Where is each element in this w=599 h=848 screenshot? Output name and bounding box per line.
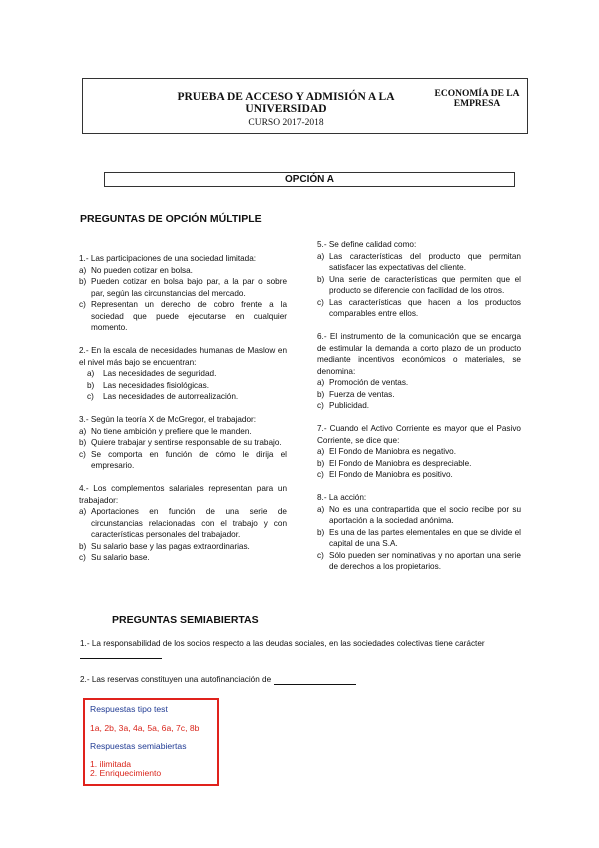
option-label: b) — [79, 277, 87, 286]
option-b — [79, 541, 287, 553]
exam-title — [166, 91, 406, 115]
option-label: a) — [317, 378, 325, 387]
semi-question-1: 1.- La responsabilidad de los socios respecto a las deudas sociales, en las sociedades colectivas tiene carácter — [80, 639, 485, 648]
answer-blank-1 — [80, 658, 162, 659]
option-c — [317, 469, 521, 481]
semi-answer-2: 2. Enriquecimiento — [90, 768, 162, 778]
question-4 — [79, 483, 287, 564]
subject-line1: ECONOMÍA DE LA — [434, 89, 520, 99]
option-c — [79, 391, 287, 403]
question-stem: 5.- Se define calidad como: — [317, 240, 417, 249]
option-label: c) — [87, 392, 94, 401]
option-a — [317, 251, 521, 274]
option-label: c) — [79, 300, 86, 309]
option-text: Una serie de características que permiten que el producto se diferencie con facilidad de los otros. — [329, 274, 521, 295]
option-label: c) — [79, 553, 86, 562]
option-a — [79, 426, 287, 438]
option-label: b) — [79, 541, 87, 551]
multiple-choice-heading: PREGUNTAS DE OPCIÓN MÚLTIPLE — [80, 213, 262, 225]
option-a — [317, 446, 521, 458]
questions-left-column — [79, 253, 287, 575]
option-text: Sólo pueden ser nominativas y no aportan una serie de derechos a los propietarios. — [329, 550, 521, 571]
option-text: El Fondo de Maniobra es positivo. — [329, 470, 453, 479]
option-label: c) — [317, 550, 324, 560]
option-label: a) — [79, 426, 87, 436]
question-1 — [79, 253, 287, 334]
option-c — [79, 299, 287, 334]
option-label: b) — [87, 380, 95, 390]
questions-right-column — [317, 239, 521, 584]
option-c — [317, 550, 521, 573]
answer-blank-2 — [274, 684, 356, 685]
option-label: b) — [317, 389, 325, 399]
option-label: c) — [79, 449, 86, 459]
semi-answers-heading: Respuestas semiabiertas — [90, 741, 187, 751]
option-b — [317, 389, 521, 401]
option-text: Publicidad. — [329, 401, 370, 410]
option-text: Las necesidades fisiológicas. — [103, 380, 210, 390]
semi-open-heading: PREGUNTAS SEMIABIERTAS — [112, 614, 259, 626]
question-7 — [317, 423, 521, 481]
option-text: Aportaciones en función de una serie de circunstancias relacionadas con el trabajo y con características personales del trabajador. — [91, 507, 287, 539]
option-text: Su salario base. — [91, 553, 150, 562]
option-b — [79, 437, 287, 449]
question-stem: 3.- Según la teoría X de McGregor, el trabajador: — [79, 415, 257, 424]
option-text: Las características del producto que permitan satisfacer las expectativas del cliente. — [329, 251, 521, 272]
option-c — [317, 400, 521, 412]
option-text: Las necesidades de autorrealización. — [103, 392, 239, 401]
option-label: b) — [317, 527, 325, 537]
question-stem: 1.- Las participaciones de una sociedad limitada: — [79, 254, 257, 263]
option-text: No pueden cotizar en bolsa. — [91, 265, 193, 275]
option-label: a) — [79, 507, 87, 516]
question-2 — [79, 345, 287, 403]
option-label: b) — [79, 438, 87, 447]
question-stem: 7.- Cuando el Activo Corriente es mayor que el Pasivo Corriente, se dice que: — [317, 424, 521, 445]
option-a — [317, 504, 521, 527]
option-text: No tiene ambición y prefiere que le manden. — [91, 426, 252, 436]
option-label: a) — [317, 447, 325, 456]
option-c — [317, 297, 521, 320]
question-stem: 4.- Los complementos salariales representan para un trabajador: — [79, 484, 287, 505]
option-b — [79, 276, 287, 299]
option-c — [79, 552, 287, 564]
option-text: Las características que hacen a los productos comparables entre ellos. — [329, 297, 521, 318]
option-text: Es una de las partes elementales en que se divide el capital de una S.A. — [329, 527, 521, 548]
option-text: Su salario base y las pagas extraordinarias. — [91, 541, 250, 551]
option-b — [317, 527, 521, 550]
option-a — [317, 377, 521, 389]
option-text: No es una contrapartida que el socio recibe por su aportación a la sociedad anónima. — [329, 504, 521, 525]
option-text: Quiere trabajar y sentirse responsable de su trabajo. — [91, 438, 282, 447]
option-label: a) — [317, 251, 325, 261]
subject-label — [432, 89, 522, 109]
test-answers-values: 1a, 2b, 3a, 4a, 5a, 6a, 7c, 8b — [90, 723, 200, 733]
question-stem: 2.- En la escala de necesidades humanas de Maslow en el nivel más bajo se encuentran: — [79, 346, 287, 367]
subject-line2: EMPRESA — [453, 99, 501, 109]
exam-title-line2: UNIVERSIDAD — [245, 103, 327, 115]
option-label: c) — [317, 297, 324, 307]
option-text: Se comporta en función de cómo le dirija el empresario. — [91, 449, 287, 470]
semi-question-2: 2.- Las reservas constituyen una autofinanciación de — [80, 675, 272, 684]
semi-answer-1: 1. ilimitada — [90, 759, 132, 769]
option-text: Pueden cotizar en bolsa bajo par, a la par o sobre par, según las circunstancias del mercado. — [91, 277, 287, 298]
test-answers-heading: Respuestas tipo test — [90, 704, 168, 714]
option-text: Fuerza de ventas. — [329, 389, 395, 399]
option-label: a) — [79, 265, 87, 275]
option-text: Representan un derecho de cobro frente a la sociedad que puede ejecutarse en cualquier momento. — [91, 300, 287, 332]
option-text: Promoción de ventas. — [329, 378, 409, 387]
option-text: Las necesidades de seguridad. — [103, 369, 217, 378]
option-label: b) — [317, 458, 325, 468]
course-label: CURSO 2017-2018 — [248, 118, 324, 128]
option-label: a) — [317, 504, 325, 514]
option-text: El Fondo de Maniobra es despreciable. — [329, 458, 472, 468]
question-6 — [317, 331, 521, 412]
option-a — [79, 265, 287, 277]
option-title: OPCIÓN A — [104, 172, 515, 187]
question-5 — [317, 239, 521, 320]
option-b — [79, 380, 287, 392]
question-stem: 6.- El instrumento de la comunicación que se encarga de estimular la demanda a corto plazo de un producto mediante incentivos económicos o materiales, se denomina: — [317, 332, 521, 376]
question-8 — [317, 492, 521, 573]
option-b — [317, 274, 521, 297]
option-label: a) — [87, 369, 95, 378]
question-stem: 8.- La acción: — [317, 493, 367, 502]
question-3 — [79, 414, 287, 472]
option-label: c) — [317, 470, 324, 479]
option-b — [317, 458, 521, 470]
option-label: c) — [317, 401, 324, 410]
option-label: b) — [317, 274, 325, 284]
option-text: El Fondo de Maniobra es negativo. — [329, 447, 456, 456]
option-c — [79, 449, 287, 472]
exam-title-line1: PRUEBA DE ACCESO Y ADMISIÓN A LA — [177, 91, 395, 103]
option-a — [79, 368, 287, 380]
option-a — [79, 506, 287, 541]
